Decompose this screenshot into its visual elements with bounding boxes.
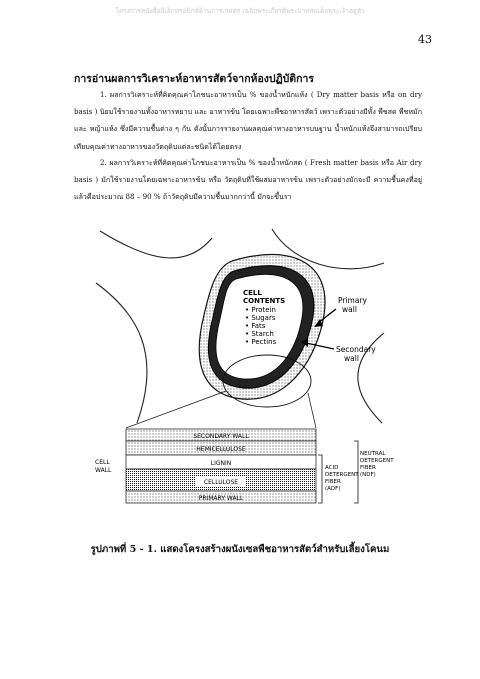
secondary-wall-label: Secondary xyxy=(336,345,376,354)
layer-label-lignin: LIGNIN xyxy=(210,460,232,467)
magnify-line xyxy=(308,393,316,428)
layer-label-primary-wall: PRIMARY WALL xyxy=(198,495,244,502)
cell-contents-item: • Protein xyxy=(245,306,276,314)
adf-label: FIBER xyxy=(325,479,341,485)
adf-label: DETERGENT xyxy=(325,472,359,478)
header-watermark: โครงการหนังสืออิเล็กทรอนิกส์ด้านการเกษตร เฉลิมพระเกียรติพระบาทสมเด็จพระเจ้าอยู่หัว xyxy=(115,7,365,15)
neighbor-cell-outline xyxy=(100,231,212,258)
cell-wall-label: CELL xyxy=(95,459,110,466)
cell-contents-item: • Pectins xyxy=(245,338,277,346)
primary-wall-label: wall xyxy=(342,305,357,314)
layer-label-cellulose: CELLULOSE xyxy=(203,479,239,486)
section-heading: การอ่านผลการวิเคราะห์อาหารสัตว์จากห้องปฏิบัติการ xyxy=(74,73,314,85)
cell-contents-title: CONTENTS xyxy=(243,297,286,305)
cell-contents-item: • Sugars xyxy=(245,314,276,322)
layer-label-hemicellulose: HEMICELLULOSE xyxy=(196,446,246,453)
paragraph-fresh-basis: 2. ผลการวิเคราะห์ที่คิดคุณค่าโภชนะอาหารเป็น % ของน้ำหนักสด ( Fresh matter basis หรือ Air dry basis ) มักใช้รายงานโดยเฉพาะอาหารข้น หรือ วัตถุดิบที่ใช้ผสมอาหารข้น เพราะตัวอย่างมักจะมี ความชื้นคงที่อยู่แล้วคือประมาณ 88 – 90 % ถ้าวัตถุดิบมีความชื้นมากกว่านี้ มักจะขึ้นรา xyxy=(74,158,422,202)
cell-wall-label: WALL xyxy=(95,467,112,474)
cell-contents-item: • Starch xyxy=(245,330,274,338)
ndf-label: DETERGENT xyxy=(360,458,394,464)
cell-contents-title: CELL xyxy=(243,289,262,297)
ndf-label: (NDF) xyxy=(360,472,376,478)
ndf-label: FIBER xyxy=(360,465,376,471)
figure-caption: รูปภาพที่ 5 - 1. แสดงโครงสร้างผนังเซลพืชอาหารสัตว์สำหรับเลี้ยงโคนม xyxy=(90,544,390,555)
neighbor-cell-outline xyxy=(96,283,147,423)
layer-label-secondary-wall: SECONDARY WALL xyxy=(193,433,249,440)
adf-label: ACID xyxy=(325,465,339,471)
secondary-wall-label: wall xyxy=(344,354,359,363)
adf-bracket xyxy=(318,455,322,503)
ndf-label: NEUTRAL xyxy=(360,451,386,457)
plant-cell-wall-figure xyxy=(92,223,394,519)
page-number: 43 xyxy=(418,33,432,46)
paragraph-dry-basis: 1. ผลการวิเคราะห์ที่คิดคุณค่าโภชนะอาหารเป็น % ของน้ำหนักแห้ง ( Dry matter basis หรือ on dry basis ) นิยมใช้รายงานทั้งอาหารหยาบ และ อาหารข้น โดยเฉพาะพืชอาหารสัตว์ เพราะตัวอย่างมีทั้ง พืชสด พืชหมัก และ หญ้าแห้ง ซึ่งมีความชื้นต่าง ๆ กัน ดังนั้นการรายงานผลคุณค่าทางอาหารบนฐาน น้ำหนักแห้งจึงสามารถเปรียบเทียบคุณค่าทางอาหารของวัตถุดิบแต่ละชนิดได้โดยตรง xyxy=(74,90,422,151)
adf-label: (ADF) xyxy=(325,486,341,492)
cell-contents-item: • Fats xyxy=(245,322,266,330)
primary-wall-label: Primary xyxy=(338,296,367,305)
